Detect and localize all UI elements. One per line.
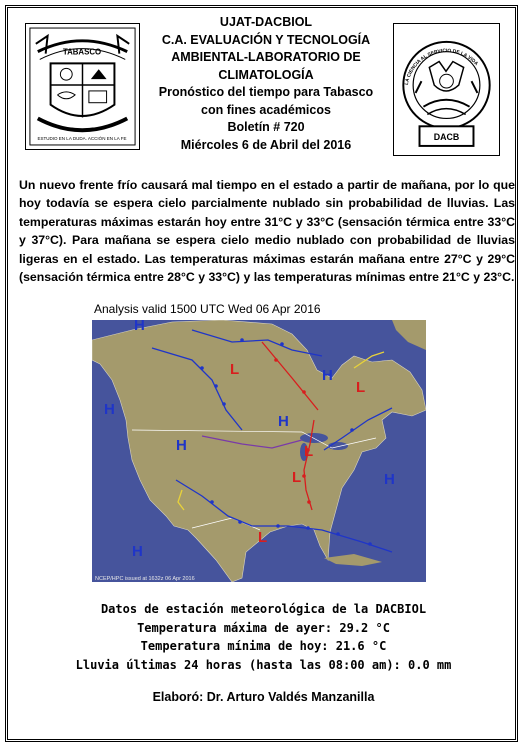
map-footer: NCEP/HPC issued at 1632z 06 Apr 2016 xyxy=(95,576,195,582)
low-pressure-2: L xyxy=(356,379,366,396)
high-pressure-2: H xyxy=(104,401,115,418)
map-graphic xyxy=(92,320,426,582)
seal-arc-label: LA CIENCIA AL SERVICIO DE LA VIDA xyxy=(404,48,479,86)
map-title: Analysis valid 1500 UTC Wed 06 Apr 2016 xyxy=(94,302,321,316)
header-purpose: con fines académicos xyxy=(201,102,331,117)
header-lab-name: CLIMATOLOGÍA xyxy=(218,67,314,82)
logo-label-bottom: ESTUDIO EN LA DUDA. ACCIÓN EN LA FE xyxy=(37,136,127,142)
dacb-logo xyxy=(393,23,500,156)
logo-label-top: TABASCO xyxy=(62,47,102,57)
station-min-temp: Temperatura mínima de hoy: 21.6 °C xyxy=(140,639,387,653)
header-bulletin-number: Boletín # 720 xyxy=(227,120,305,134)
dacb-seal-graphic xyxy=(394,24,499,155)
forecast-paragraph: Un nuevo frente frío causará mal tiempo en el estado a partir de mañana, por lo que hoy todavía se espera cielo parcialmente nublado sin probabilidad de lluvias. Las temperaturas máximas estarán hoy entre 31°C y 33°C (sensación térmica entre 33°C y 37°C). Para mañana se espera cielo medio nublado con probabilidad de lluvias ligeras en el estado. Las temperaturas máximas estarán mañana entre 27°C y 29°C (sensación térmica entre 28°C y 33°C) y las temperaturas mínimas entre 21°C y 23°C. xyxy=(19,178,515,285)
station-max-temp: Temperatura máxima de ayer: 29.2 °C xyxy=(137,620,390,635)
high-pressure-1: H xyxy=(322,367,333,384)
header-institution: UJAT-DACBIOL xyxy=(219,15,313,29)
surface-analysis-map xyxy=(86,300,437,584)
header-group: C.A. EVALUACIÓN Y TECNOLOGÍA xyxy=(161,32,371,47)
low-pressure-4: L xyxy=(292,469,302,486)
station-title: Datos de estación meteorológica de la DACBIOL xyxy=(100,602,427,616)
station-data-block xyxy=(60,600,467,674)
header-lab: AMBIENTAL-LABORATORIO DE xyxy=(171,50,361,64)
high-pressure-4: H xyxy=(278,413,289,430)
low-pressure-1: L xyxy=(230,361,240,378)
ujat-logo xyxy=(25,23,140,150)
low-pressure-5: L xyxy=(258,529,268,546)
low-pressure-3: L xyxy=(304,443,314,460)
high-pressure-6: H xyxy=(132,543,143,560)
svg-text:LA CIENCIA AL SERVICIO DE LA V xyxy=(404,48,480,86)
high-pressure-5: H xyxy=(384,471,395,488)
station-rain: Lluvia últimas 24 horas (hasta las 08:00 am): 0.0 mm xyxy=(75,657,452,672)
ujat-emblem-graphic xyxy=(26,24,139,149)
author-credit: Elaboró: Dr. Arturo Valdés Manzanilla xyxy=(152,690,375,704)
header-date: Miércoles 6 de Abril del 2016 xyxy=(180,137,352,152)
header-subject: Pronóstico del tiempo para Tabasco xyxy=(158,85,374,99)
high-pressure-7: H xyxy=(134,320,145,334)
seal-label-bottom: DACB xyxy=(433,132,460,143)
bulletin-header xyxy=(140,14,392,154)
high-pressure-3: H xyxy=(176,437,187,454)
